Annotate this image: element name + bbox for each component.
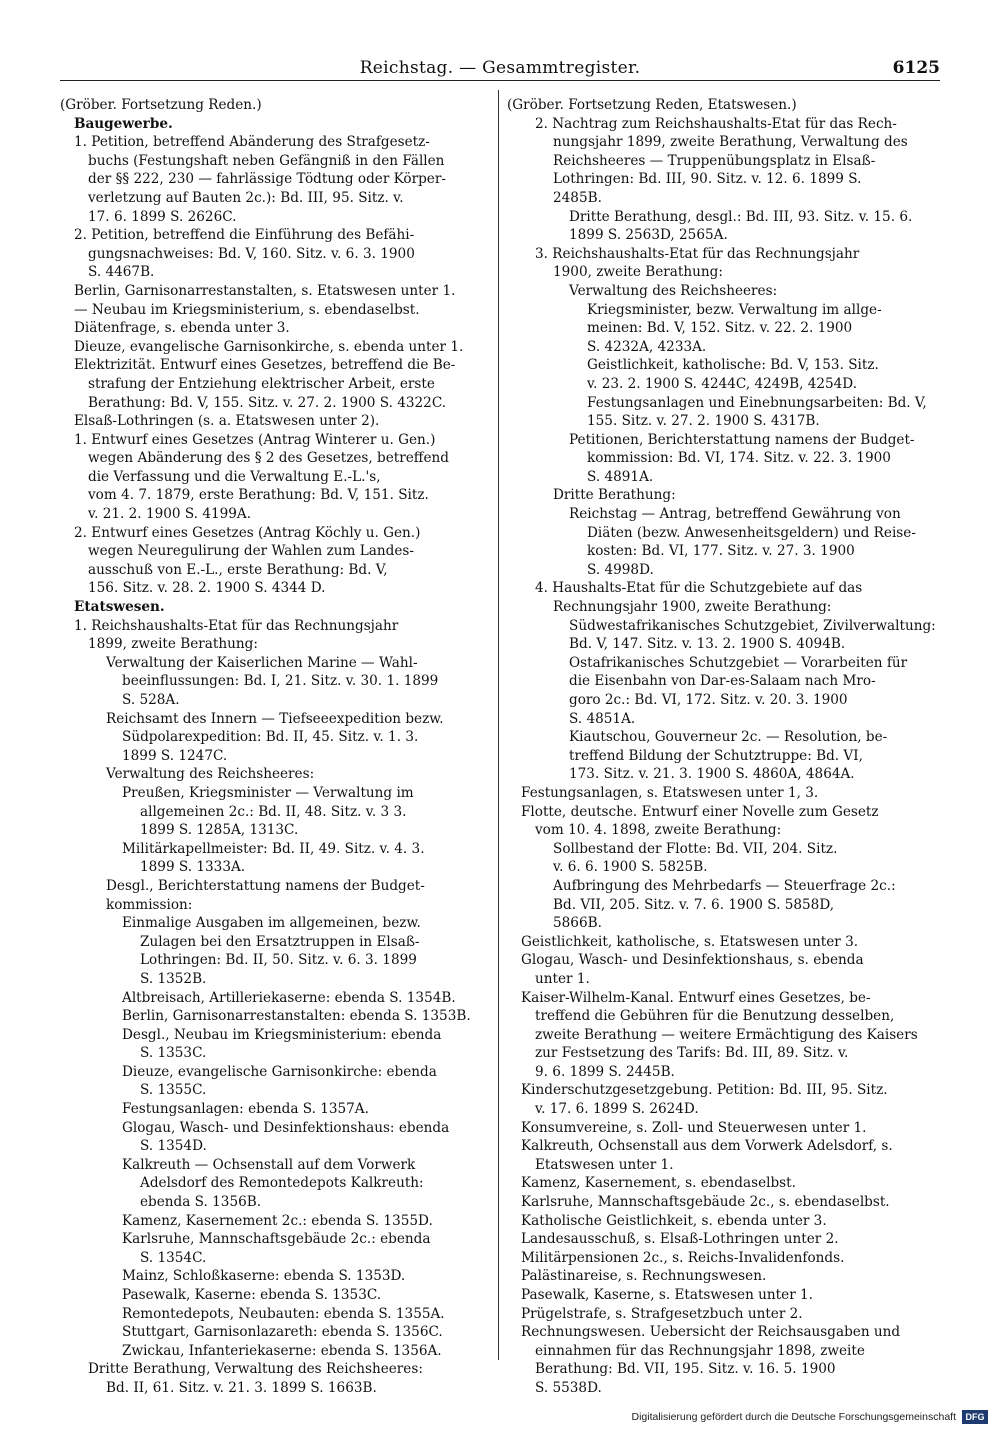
index-line: Verwaltung des Reichsheeres: bbox=[569, 282, 778, 299]
index-line: Kalkreuth — Ochsenstall auf dem Vorwerk bbox=[122, 1156, 416, 1173]
index-line: Elektrizität. Entwurf eines Gesetzes, betreffend die Be- bbox=[74, 357, 456, 374]
index-line: Etatswesen unter 1. bbox=[535, 1156, 674, 1173]
index-line: buchs (Festungshaft neben Gefängniß in den Fällen bbox=[88, 152, 445, 169]
index-line: beeinflussungen: Bd. I, 21. Sitz. v. 30. 1. 1899 bbox=[122, 673, 439, 690]
index-line: Berathung: Bd. V, 155. Sitz. v. 27. 2. 1900 S. 4322C. bbox=[88, 394, 447, 411]
index-line: Kriegsminister, bezw. Verwaltung im allge- bbox=[587, 301, 882, 318]
index-line: Aufbringung des Mehrbedarfs — Steuerfrage 2c.: bbox=[553, 877, 896, 894]
index-line: Kinderschutzgesetzgebung. Petition: Bd. III, 95. Sitz. bbox=[521, 1082, 888, 1099]
index-line: Glogau, Wasch- und Desinfektionshaus: ebenda bbox=[122, 1119, 450, 1136]
index-line: Festungsanlagen und Einebnungsarbeiten: Bd. V, bbox=[587, 394, 927, 411]
index-line: 1899, zweite Berathung: bbox=[88, 636, 258, 653]
index-line: Mainz, Schloßkaserne: ebenda S. 1353D. bbox=[122, 1268, 406, 1285]
index-line: Lothringen: Bd. III, 90. Sitz. v. 12. 6. 1899 S. bbox=[553, 171, 862, 188]
index-line: 1899 S. 1247C. bbox=[122, 747, 228, 764]
index-line: v. 21. 2. 1900 S. 4199A. bbox=[88, 506, 252, 523]
index-line: Etatswesen. bbox=[74, 599, 165, 616]
index-line: goro 2c.: Bd. VI, 172. Sitz. v. 20. 3. 1900 bbox=[569, 692, 848, 708]
index-line: Bd. V, 147. Sitz. v. 13. 2. 1900 S. 4094B. bbox=[569, 636, 846, 653]
index-line: Kalkreuth, Ochsenstall aus dem Vorwerk Adelsdorf, s. bbox=[521, 1138, 893, 1155]
index-line: Geistlichkeit, katholische, s. Etatswesen unter 3. bbox=[521, 933, 859, 950]
index-line: S. 4851A. bbox=[569, 710, 636, 727]
index-line: die Eisenbahn von Dar-es-Salaam nach Mro- bbox=[569, 673, 876, 690]
index-line: Bd. VII, 205. Sitz. v. 7. 6. 1900 S. 5858D, bbox=[553, 896, 835, 913]
index-line: Pasewalk, Kaserne: ebenda S. 1353C. bbox=[122, 1287, 382, 1303]
index-line: Dritte Berathung, desgl.: Bd. III, 93. Sitz. v. 15. 6. bbox=[569, 208, 913, 225]
index-line: S. 1354D. bbox=[140, 1138, 207, 1155]
index-line: Petitionen, Berichterstattung namens der Budget- bbox=[569, 431, 915, 448]
index-line: Dieuze, evangelische Garnisonkirche: ebenda bbox=[122, 1063, 437, 1080]
index-line: 3. Reichshaushalts-Etat für das Rechnungsjahr bbox=[535, 245, 860, 262]
index-line: Kiautschou, Gouverneur 2c. — Resolution, be- bbox=[569, 729, 888, 746]
running-header bbox=[60, 56, 940, 81]
index-line: Festungsanlagen, s. Etatswesen unter 1, 3. bbox=[521, 784, 819, 801]
index-line: 1900, zweite Berathung: bbox=[553, 264, 723, 281]
index-line: Stuttgart, Garnisonlazareth: ebenda S. 1356C. bbox=[122, 1324, 443, 1341]
index-line: 156. Sitz. v. 28. 2. 1900 S. 4344 D. bbox=[88, 580, 326, 597]
index-line: gungsnachweises: Bd. V, 160. Sitz. v. 6. 3. 1900 bbox=[88, 245, 415, 262]
index-line: S. 1353C. bbox=[140, 1045, 207, 1062]
index-line: Diäten (bezw. Anwesenheitsgeldern) und Reise- bbox=[587, 524, 916, 541]
index-line: Südwestafrikanisches Schutzgebiet, Zivilverwaltung: bbox=[569, 617, 936, 634]
index-line: ausschuß von E.-L., erste Berathung: Bd. V, bbox=[88, 561, 388, 578]
index-line: kosten: Bd. VI, 177. Sitz. v. 27. 3. 1900 bbox=[587, 543, 855, 560]
index-line: 2485B. bbox=[553, 189, 602, 206]
index-line: 1. Petition, betreffend Abänderung des Strafgesetz- bbox=[74, 134, 430, 151]
index-line: 173. Sitz. v. 21. 3. 1900 S. 4860A, 4864A. bbox=[569, 766, 855, 783]
index-line: S. 4467B. bbox=[88, 264, 155, 281]
index-line: S. 5538D. bbox=[535, 1379, 602, 1396]
index-line: Ostafrikanisches Schutzgebiet — Vorarbeiten für bbox=[569, 654, 908, 671]
index-line: Konsumvereine, s. Zoll- und Steuerwesen unter 1. bbox=[521, 1119, 867, 1136]
index-line: Diätenfrage, s. ebenda unter 3. bbox=[74, 320, 290, 337]
index-line: Verwaltung der Kaiserlichen Marine — Wahl- bbox=[106, 654, 418, 671]
index-line: S. 4998D. bbox=[587, 561, 654, 578]
index-line: S. 4232A, 4233A. bbox=[587, 338, 707, 355]
index-line: Rechnungswesen. Uebersicht der Reichsausgaben und bbox=[521, 1324, 901, 1341]
index-line: nungsjahr 1899, zweite Berathung, Verwaltung des bbox=[553, 134, 908, 151]
index-line: die Verfassung und die Verwaltung E.-L.'s, bbox=[88, 468, 381, 485]
index-line: 2. Nachtrag zum Reichshaushalts-Etat für das Rech- bbox=[535, 115, 897, 132]
left-column bbox=[60, 96, 497, 1398]
index-line: zweite Berathung — weitere Ermächtigung des Kaisers bbox=[535, 1026, 918, 1043]
index-line: Südpolarexpedition: Bd. II, 45. Sitz. v. 1. 3. bbox=[122, 729, 419, 746]
index-line: Baugewerbe. bbox=[74, 115, 173, 132]
index-line: Dritte Berathung, Verwaltung des Reichsheeres: bbox=[88, 1361, 423, 1378]
index-line: 2. Petition, betreffend die Einführung des Befähi- bbox=[74, 227, 415, 244]
index-line: Sollbestand der Flotte: Bd. VII, 204. Sitz. bbox=[553, 840, 838, 857]
index-line: 1. Entwurf eines Gesetzes (Antrag Winterer u. Gen.) bbox=[74, 431, 436, 448]
index-line: wegen Abänderung des § 2 des Gesetzes, betreffend bbox=[88, 450, 449, 467]
index-line: Karlsruhe, Mannschaftsgebäude 2c.: ebenda bbox=[122, 1231, 431, 1248]
index-line: Zulagen bei den Ersatztruppen in Elsaß- bbox=[140, 933, 420, 950]
index-line: Desgl., Neubau im Kriegsministerium: ebenda bbox=[122, 1026, 442, 1043]
index-line: wegen Neuregulirung der Wahlen zum Landes- bbox=[88, 543, 414, 560]
index-line: Adelsdorf des Remontedepots Kalkreuth: bbox=[140, 1175, 424, 1192]
index-line: 4. Haushalts-Etat für die Schutzgebiete auf das bbox=[535, 580, 863, 597]
index-line: 155. Sitz. v. 27. 2. 1900 S. 4317B. bbox=[587, 413, 820, 430]
index-line: v. 6. 6. 1900 S. 5825B. bbox=[553, 859, 708, 876]
index-line: Rechnungsjahr 1900, zweite Berathung: bbox=[553, 599, 832, 616]
digitization-credit bbox=[631, 1408, 988, 1426]
index-line: S. 1355C. bbox=[140, 1082, 207, 1099]
index-line: Glogau, Wasch- und Desinfektionshaus, s. ebenda bbox=[521, 952, 864, 969]
index-line: meinen: Bd. V, 152. Sitz. v. 22. 2. 1900 bbox=[587, 320, 853, 337]
right-column bbox=[507, 96, 939, 1398]
index-line: v. 17. 6. 1899 S. 2624D. bbox=[535, 1101, 699, 1118]
index-line: Lothringen: Bd. II, 50. Sitz. v. 6. 3. 1899 bbox=[140, 952, 417, 969]
index-line: Reichsheeres — Truppenübungsplatz in Elsaß- bbox=[553, 152, 876, 169]
index-line: der §§ 222, 230 — fahrlässige Tödtung oder Körper- bbox=[88, 171, 446, 188]
index-line: Festungsanlagen: ebenda S. 1357A. bbox=[122, 1101, 369, 1118]
index-line: einnahmen für das Rechnungsjahr 1898, zweite bbox=[535, 1342, 865, 1359]
index-line: S. 4891A. bbox=[587, 468, 654, 485]
index-line: v. 23. 2. 1900 S. 4244C, 4249B, 4254D. bbox=[587, 375, 858, 392]
index-line: Verwaltung des Reichsheeres: bbox=[106, 766, 315, 783]
index-line: Berlin, Garnisonarrestanstalten, s. Etatswesen unter 1. bbox=[74, 282, 456, 299]
index-line: S. 1352B. bbox=[140, 970, 207, 987]
index-line: Pasewalk, Kaserne, s. Etatswesen unter 1. bbox=[521, 1287, 813, 1303]
dfg-logo-icon: DFG bbox=[962, 1410, 988, 1424]
index-line: Kamenz, Kasernement 2c.: ebenda S. 1355D. bbox=[122, 1212, 433, 1229]
index-line: Dieuze, evangelische Garnisonkirche, s. ebenda unter 1. bbox=[74, 338, 464, 355]
index-line: (Gröber. Fortsetzung Reden, Etatswesen.) bbox=[507, 97, 797, 113]
index-line: Palästinareise, s. Rechnungswesen. bbox=[521, 1268, 767, 1285]
index-line: Desgl., Berichterstattung namens der Budget- bbox=[106, 877, 425, 894]
index-line: kommission: bbox=[106, 896, 193, 913]
column-divider bbox=[498, 90, 499, 1360]
index-line: kommission: Bd. VI, 174. Sitz. v. 22. 3. 1900 bbox=[587, 450, 891, 467]
index-line: Reichstag — Antrag, betreffend Gewährung von bbox=[569, 506, 901, 523]
index-line: vom 10. 4. 1898, zweite Berathung: bbox=[535, 822, 782, 839]
index-line: 1899 S. 1333A. bbox=[140, 859, 246, 876]
page-number: 6125 bbox=[892, 58, 940, 78]
index-line: treffend Bildung der Schutztruppe: Bd. VI, bbox=[569, 747, 863, 764]
index-line: — Neubau im Kriegsministerium, s. ebendaselbst. bbox=[74, 301, 420, 318]
index-line: Katholische Geistlichkeit, s. ebenda unter 3. bbox=[521, 1212, 827, 1229]
index-line: 17. 6. 1899 S. 2626C. bbox=[88, 208, 237, 225]
index-line: verletzung auf Bauten 2c.): Bd. III, 95. Sitz. v. bbox=[88, 189, 404, 206]
index-line: 2. Entwurf eines Gesetzes (Antrag Köchly u. Gen.) bbox=[74, 524, 421, 541]
index-line: strafung der Entziehung elektrischer Arbeit, erste bbox=[88, 375, 435, 392]
index-line: 1899 S. 2563D, 2565A. bbox=[569, 227, 728, 244]
index-line: ebenda S. 1356B. bbox=[140, 1194, 262, 1211]
index-line: Kamenz, Kasernement, s. ebendaselbst. bbox=[521, 1175, 796, 1192]
index-line: Militärpensionen 2c., s. Reichs-Invalidenfonds. bbox=[521, 1249, 845, 1266]
index-line: S. 528A. bbox=[122, 692, 180, 708]
index-line: zur Festsetzung des Tarifs: Bd. III, 89. Sitz. v. bbox=[535, 1045, 849, 1062]
running-title: Reichstag. — Gesammtregister. bbox=[359, 58, 641, 78]
index-line: Militärkapellmeister: Bd. II, 49. Sitz. v. 4. 3. bbox=[122, 840, 425, 857]
index-line: Geistlichkeit, katholische: Bd. V, 153. Sitz. bbox=[587, 357, 879, 374]
index-line: Preußen, Kriegsminister — Verwaltung im bbox=[122, 784, 414, 801]
index-line: 9. 6. 1899 S. 2445B. bbox=[535, 1063, 675, 1080]
index-line: Einmalige Ausgaben im allgemeinen, bezw. bbox=[122, 915, 421, 932]
index-line: S. 1354C. bbox=[140, 1249, 207, 1266]
index-line: Berlin, Garnisonarrestanstalten: ebenda S. 1353B. bbox=[122, 1008, 471, 1025]
index-line: vom 4. 7. 1879, erste Berathung: Bd. V, 151. Sitz. bbox=[88, 487, 429, 504]
index-line: Altbreisach, Artilleriekaserne: ebenda S. 1354B. bbox=[122, 989, 456, 1006]
index-line: unter 1. bbox=[535, 970, 590, 987]
index-line: 1899 S. 1285A, 1313C. bbox=[140, 822, 299, 839]
index-line: Elsaß-Lothringen (s. a. Etatswesen unter 2). bbox=[74, 413, 380, 430]
index-line: Dritte Berathung: bbox=[553, 487, 676, 504]
index-line: 1. Reichshaushalts-Etat für das Rechnungsjahr bbox=[74, 617, 399, 634]
index-line: Reichsamt des Innern — Tiefseeexpedition bezw. bbox=[106, 710, 444, 727]
index-line: Kaiser-Wilhelm-Kanal. Entwurf eines Gesetzes, be- bbox=[521, 989, 871, 1006]
index-line: treffend die Gebühren für die Benutzung desselben, bbox=[535, 1008, 895, 1025]
index-line: Flotte, deutsche. Entwurf einer Novelle zum Gesetz bbox=[521, 803, 879, 820]
index-line: Bd. II, 61. Sitz. v. 21. 3. 1899 S. 1663B. bbox=[106, 1379, 377, 1396]
index-line: (Gröber. Fortsetzung Reden.) bbox=[60, 97, 262, 113]
index-line: 5866B. bbox=[553, 915, 602, 932]
index-line: Prügelstrafe, s. Strafgesetzbuch unter 2. bbox=[521, 1305, 803, 1322]
credit-text: Digitalisierung gefördert durch die Deutsche Forschungsgemeinschaft bbox=[631, 1411, 956, 1423]
index-line: allgemeinen 2c.: Bd. II, 48. Sitz. v. 3 3. bbox=[140, 803, 407, 820]
index-line: Zwickau, Infanteriekaserne: ebenda S. 1356A. bbox=[122, 1342, 442, 1359]
index-line: Berathung: Bd. VII, 195. Sitz. v. 16. 5. 1900 bbox=[535, 1361, 836, 1378]
index-line: Remontedepots, Neubauten: ebenda S. 1355A. bbox=[122, 1305, 445, 1322]
index-line: Landesausschuß, s. Elsaß-Lothringen unter 2. bbox=[521, 1231, 839, 1248]
index-line: Karlsruhe, Mannschaftsgebäude 2c., s. ebendaselbst. bbox=[521, 1194, 890, 1211]
